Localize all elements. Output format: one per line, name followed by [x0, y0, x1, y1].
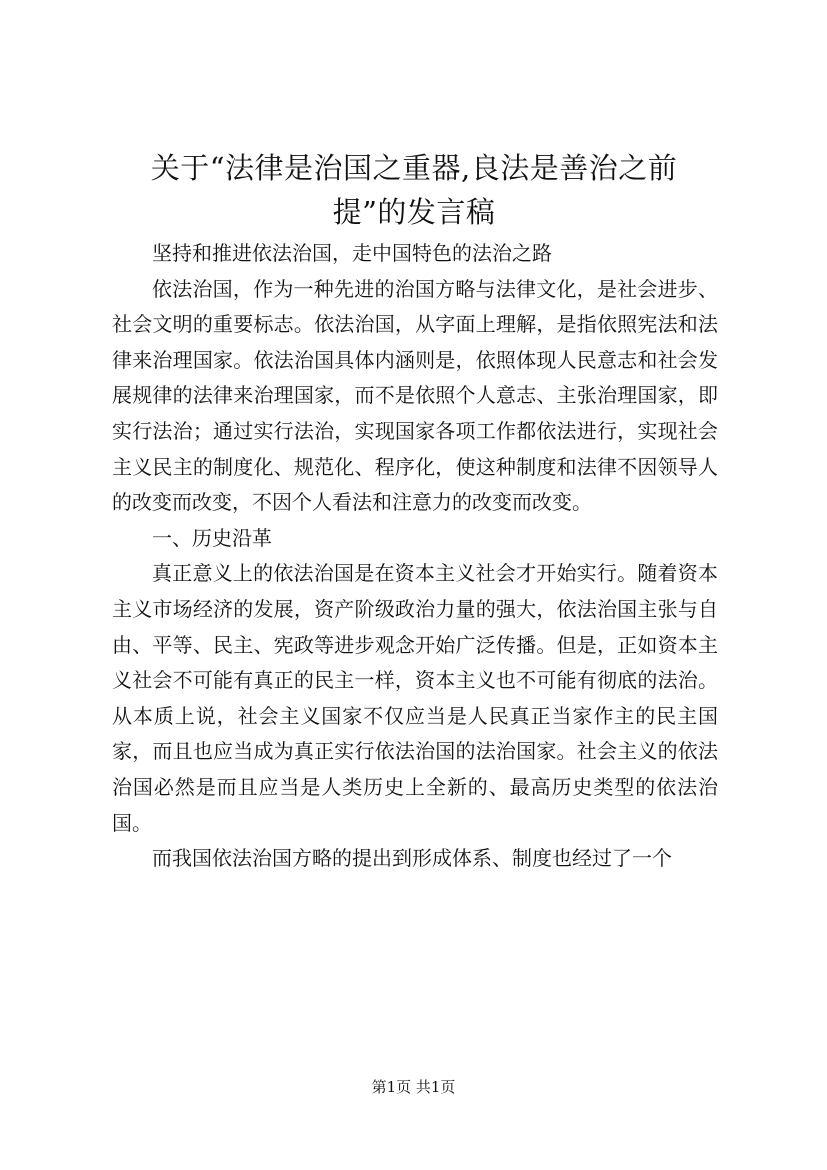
title-line-1: 关于“法律是治国之重器,良法是善治之前 [150, 151, 678, 185]
paragraph-intro: 依法治国，作为一种先进的治国方略与法律文化，是社会进步、社会文明的重要标志。依法治国，从字面上理解，是指依照宪法和法律来治理国家。依法治国具体内涵则是，依照体现人民意志和社会发展规律的法律来治理国家，而不是依照个人意志、主张治理国家，即实行法治；通过实行法治，实现国家各项工作都依法进行，实现社会主义民主的制度化、规范化、程序化，使这种制度和法律不因领导人的改变而改变，不因个人看法和注意力的改变而改变。 [112, 276, 718, 515]
title-line-2: 提”的发言稿 [332, 195, 496, 229]
page-number: 第1页 共1页 [371, 1078, 456, 1096]
paragraph-history: 真正意义上的依法治国是在资本主义社会才开始实行。随着资本主义市场经济的发展，资产阶级政治力量的强大，依法治国主张与自由、平等、民主、宪政等进步观念开始广泛传播。但是，正如资本主义社会不可能有真正的民主一样，资本主义也不可能有彻底的法治。从本质上说，社会主义国家不仅应当是人民真正当家作主的民主国家，而且也应当成为真正实行依法治国的法治国家。社会主义的依法治国必然是而且应当是人类历史上全新的、最高历史类型的依法治国。 [112, 561, 718, 835]
page-footer [0, 1077, 827, 1097]
document-title [110, 146, 718, 234]
document-body [112, 236, 718, 877]
paragraph-subtitle: 坚持和推进依法治国，走中国特色的法治之路 [152, 241, 552, 265]
section-heading-history: 一、历史沿革 [152, 525, 272, 550]
paragraph-china: 而我国依法治国方略的提出到形成体系、制度也经过了一个 [152, 846, 672, 871]
